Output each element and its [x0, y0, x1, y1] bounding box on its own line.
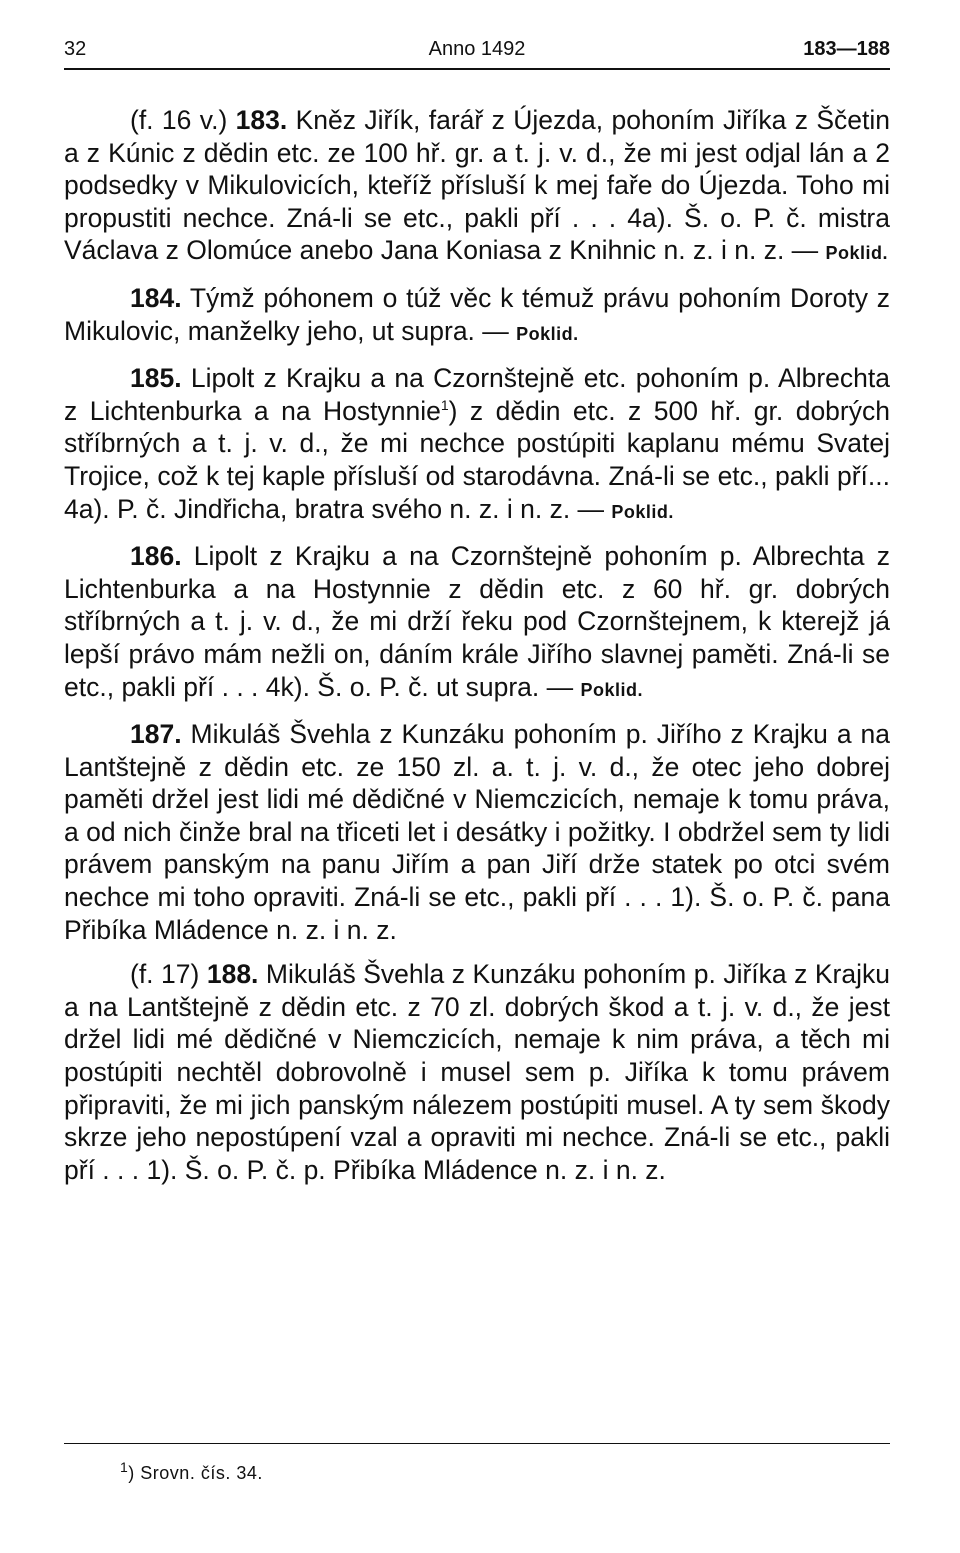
- entry-183: [64, 104, 890, 270]
- entry-text: Kněz Jiřík, farář z Újezda, pohoním Jiříka z Ščetin a z Kúnic z dědin etc. ze 100 hř. gr. a t. j. v. d., že mi jest odjal lán a 2 podsedky v Mikulovicích, kteříž přísluší k mej faře do Újezda. Toho mi propustiti nechce. Zná-li se etc., pakli pří . . . 4a). Š. o. P. č. mistra Václava z Olomúce anebo Jana Koniasa z Knihnic n. z. i n. z. —: [64, 105, 890, 266]
- header-entry-range: 183—188: [803, 38, 890, 60]
- entry-number: 185.: [130, 363, 182, 394]
- entry-verdict: Poklid.: [825, 243, 889, 264]
- entry-text: Týmž póhonem o túž věc k témuž právu pohoním Doroty z Mikulovic, manželky jeho, ut supra. —: [64, 282, 890, 346]
- entry-text-continued: ) z dědin etc. z 500 hř. gr. dobrých stříbrných a t. j. v. d., že mi nechce postúpiti kaplanu mému Svatej Trojice, což k tej kaple přísluší od starodávna. Zná-li se etc., pakli pří... 4a). P. č. Jindřicha, bratra svého n. z. i n. z. —: [64, 395, 890, 524]
- footnote-marker: 1: [120, 1459, 129, 1475]
- entry-verdict: Poklid.: [516, 323, 579, 344]
- entry-number: 184.: [130, 282, 182, 313]
- folio-reference: (f. 16 v.): [130, 105, 236, 135]
- page-number: 32: [64, 38, 87, 60]
- entry-number: 188.: [206, 959, 259, 990]
- footnote: [120, 1459, 263, 1484]
- entry-verdict: Poklid.: [580, 679, 643, 700]
- document-body: [64, 104, 890, 1186]
- footnote-text: ) Srovn. čís. 34.: [128, 1463, 263, 1483]
- footnote-reference: 1: [440, 396, 449, 413]
- entry-187: [64, 718, 890, 946]
- entry-number: 186.: [130, 541, 182, 572]
- entry-number: 183.: [235, 105, 288, 135]
- entry-text: Mikuláš Švehla z Kunzáku pohoním p. Jiříka z Krajku a na Lantštejně z dědin etc. z 70 zl. dobrých škod a t. j. v. d., že jest držel lidi mé dědičné v Niemczicích, nemaje k nim práva, a těch mi postúpiti nechtěl dobrovolně i musel sem p. Jiříka k tomu právem připraviti, že mi jich panským nálezem postúpiti musel. A ty sem škody skrze jeho nepostúpení vzal a opraviti mi nechce. Zná-li se etc., pakli pří . . . 1). Š. o. P. č. p. Přibíka Mládence n. z. i n. z.: [64, 959, 890, 1185]
- entry-text: Lipolt z Krajku a na Czornštejně pohoním p. Albrechta z Lichtenburka a na Hostynnie z dědin etc. z 60 hř. gr. dobrých stříbrných a t. j. v. d., že mi drží řeku pod Czornštejnem, k kterejž já lepší právo mám nežli on, dáním krále Jiřího slavnej paměti. Zná-li se etc., pakli pří . . . 4k). Š. o. P. č. ut supra. —: [64, 541, 890, 702]
- entry-188: [64, 958, 890, 1186]
- entry-text: Mikuláš Švehla z Kunzáku pohoním p. Jiřího z Krajku a na Lantštejně z dědin etc. ze 150 zl. a. t. j. v. d., že otec jeho dobrej paměti držel jest lidi mé dědičné v Niemczicích, nemaje k tomu práva, a od nich činže bral na třiceti let i desátky i požitky. I obdržel sem ty lidi právem panským na panu Jiřím a pan Jiří drže statek po otci svém nechce mi toho opraviti. Zná-li se etc., pakli pří . . . 1). Š. o. P. č. pana Přibíka Mládence n. z. i n. z.: [64, 719, 890, 945]
- entry-number: 187.: [130, 719, 182, 750]
- header-year: Anno 1492: [428, 38, 526, 60]
- folio-reference: (f. 17): [130, 959, 207, 990]
- entry-184: [64, 282, 890, 350]
- entry-186: [64, 540, 890, 706]
- footnote-rule: [64, 1443, 890, 1444]
- running-header: [64, 38, 890, 64]
- entry-verdict: Poklid.: [611, 501, 674, 522]
- header-rule: [64, 68, 890, 70]
- entry-text: Lipolt z Krajku a na Czornštejně etc. pohoním p. Albrechta z Lichtenburka a na Hostynnie: [64, 363, 890, 426]
- entry-185: [64, 362, 890, 528]
